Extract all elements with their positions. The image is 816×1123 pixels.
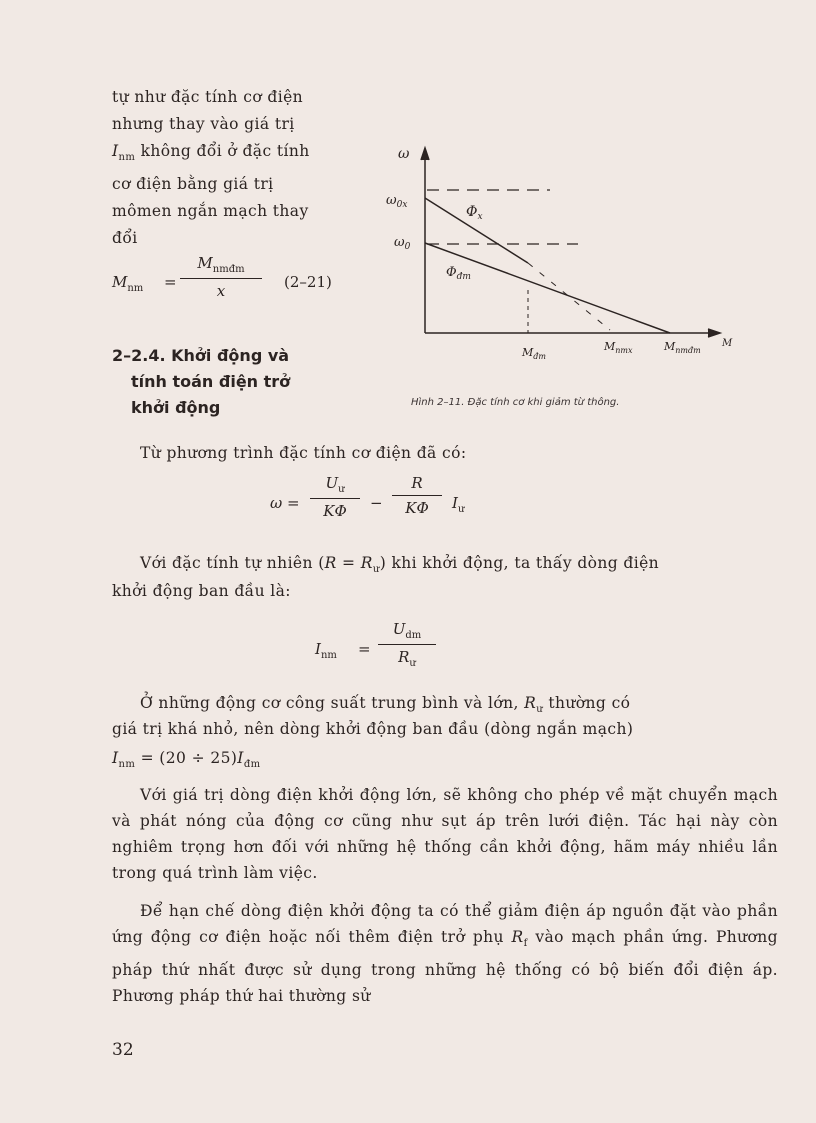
eq221-equals: = (164, 273, 177, 291)
m-nmx-label: $M_{nmx}$ (604, 340, 633, 355)
eq1-current: $I_ư$ (452, 494, 465, 515)
eq2-fraction: $U_{dm}$ $R_ư$ (378, 620, 436, 669)
paragraph-2-line-1: Với đặc tính tự nhiên $(R = R_ư)$ khi khởi động, ta thấy dòng điện (140, 554, 660, 576)
eq1-fraction-2: $\frac{R}{K\Phi}$ (392, 474, 442, 517)
paragraph-3-line-3: $I_{nm} = (20 \div 25)I_{đm}$ (112, 749, 261, 771)
eq2-equals: = (358, 640, 371, 658)
page-number: 32 (112, 1040, 134, 1060)
phi-x-label: $\Phi_x$ (466, 204, 483, 222)
eq221-denominator: x (180, 278, 262, 300)
paragraph-3-line-2: giá trị khá nhỏ, nên dòng khởi động ban đầu (dòng ngắn mạch) (112, 720, 634, 738)
eq221-number: (2–21) (284, 273, 332, 291)
heading-line-2: tính toán điện trở (131, 372, 291, 391)
omega-0x-label: $\omega_{0x}$ (386, 193, 408, 210)
phi-dm-line (425, 243, 670, 333)
heading-line-1: 2–2.4. Khởi động và (112, 346, 290, 365)
eq2-lhs: $I_{nm}$ (315, 640, 337, 661)
eq221-numerator: $M_{nmđm}$ (197, 254, 245, 275)
figure-2-11 (380, 140, 760, 390)
eq221-lhs: $M_{nm}$ (112, 273, 144, 294)
x-axis-label: M (722, 338, 733, 349)
paragraph-5: Để hạn chế dòng điện khởi động ta có thể giảm điện áp nguồn đặt vào phần ứng động cơ điện hoặc nối thêm điện trở phụ $R_f$ vào mạch phần ứng. Phương pháp thứ nhất được sử dụng trong những hệ thống có bộ biến đổi điện áp. Phương pháp thứ hai thường sử (112, 902, 778, 1006)
figure-caption: Hình 2–11. Đặc tính cơ khi giảm từ thông. (411, 397, 620, 408)
y-axis-label: ω (398, 146, 410, 162)
m-dm-label: $M_{đm}$ (522, 346, 546, 361)
left-line-1: tự như đặc tính cơ điện (112, 88, 304, 106)
heading-line-3: khởi động (131, 398, 221, 417)
left-line-6: đổi (112, 229, 138, 248)
paragraph-2-line-2: khởi động ban đầu là: (112, 582, 291, 600)
inm-symbol: I (112, 142, 119, 160)
left-line-2: nhưng thay vào giá trị (112, 115, 295, 133)
y-axis-arrow (421, 148, 429, 160)
omega-0-label: $\omega_0$ (394, 235, 411, 252)
eq1-minus: − (370, 494, 383, 512)
paragraph-3-line-1: Ở những động cơ công suất trung bình và lớn, $R_ư$ thường có (140, 694, 631, 716)
eq221-fraction (180, 254, 262, 300)
left-line-4: cơ điện bằng giá trị (112, 175, 274, 194)
phi-dm-label: $\Phi_{đm}$ (446, 265, 471, 282)
section-heading (112, 343, 352, 421)
eq1-fraction-1: $\frac{U_ư}{K\Phi}$ (310, 474, 360, 520)
paragraph-4: Với giá trị dòng điện khởi động lớn, sẽ không cho phép về mặt chuyển mạch và phát nóng của động cơ cũng như sụt áp trên lưới điện. Tác hại này còn nghiêm trọng hơn đối với những hệ thống cần khởi động, hãm máy nhiều lần trong quá trình làm việc. (112, 786, 778, 882)
inm-subscript: nm (118, 152, 136, 164)
left-line-5: mômen ngắn mạch thay (112, 202, 309, 221)
left-column-text (112, 84, 358, 252)
eq1-lhs: ω = (270, 494, 300, 512)
left-line-3 (112, 138, 358, 171)
m-nmdm-label: $M_{nmđm}$ (664, 340, 701, 355)
paragraph-1: Từ phương trình đặc tính cơ điện đã có: (140, 444, 467, 462)
left-line-3-rest: không đổi ở đặc tính (140, 142, 310, 160)
x-axis-arrow (708, 329, 720, 337)
